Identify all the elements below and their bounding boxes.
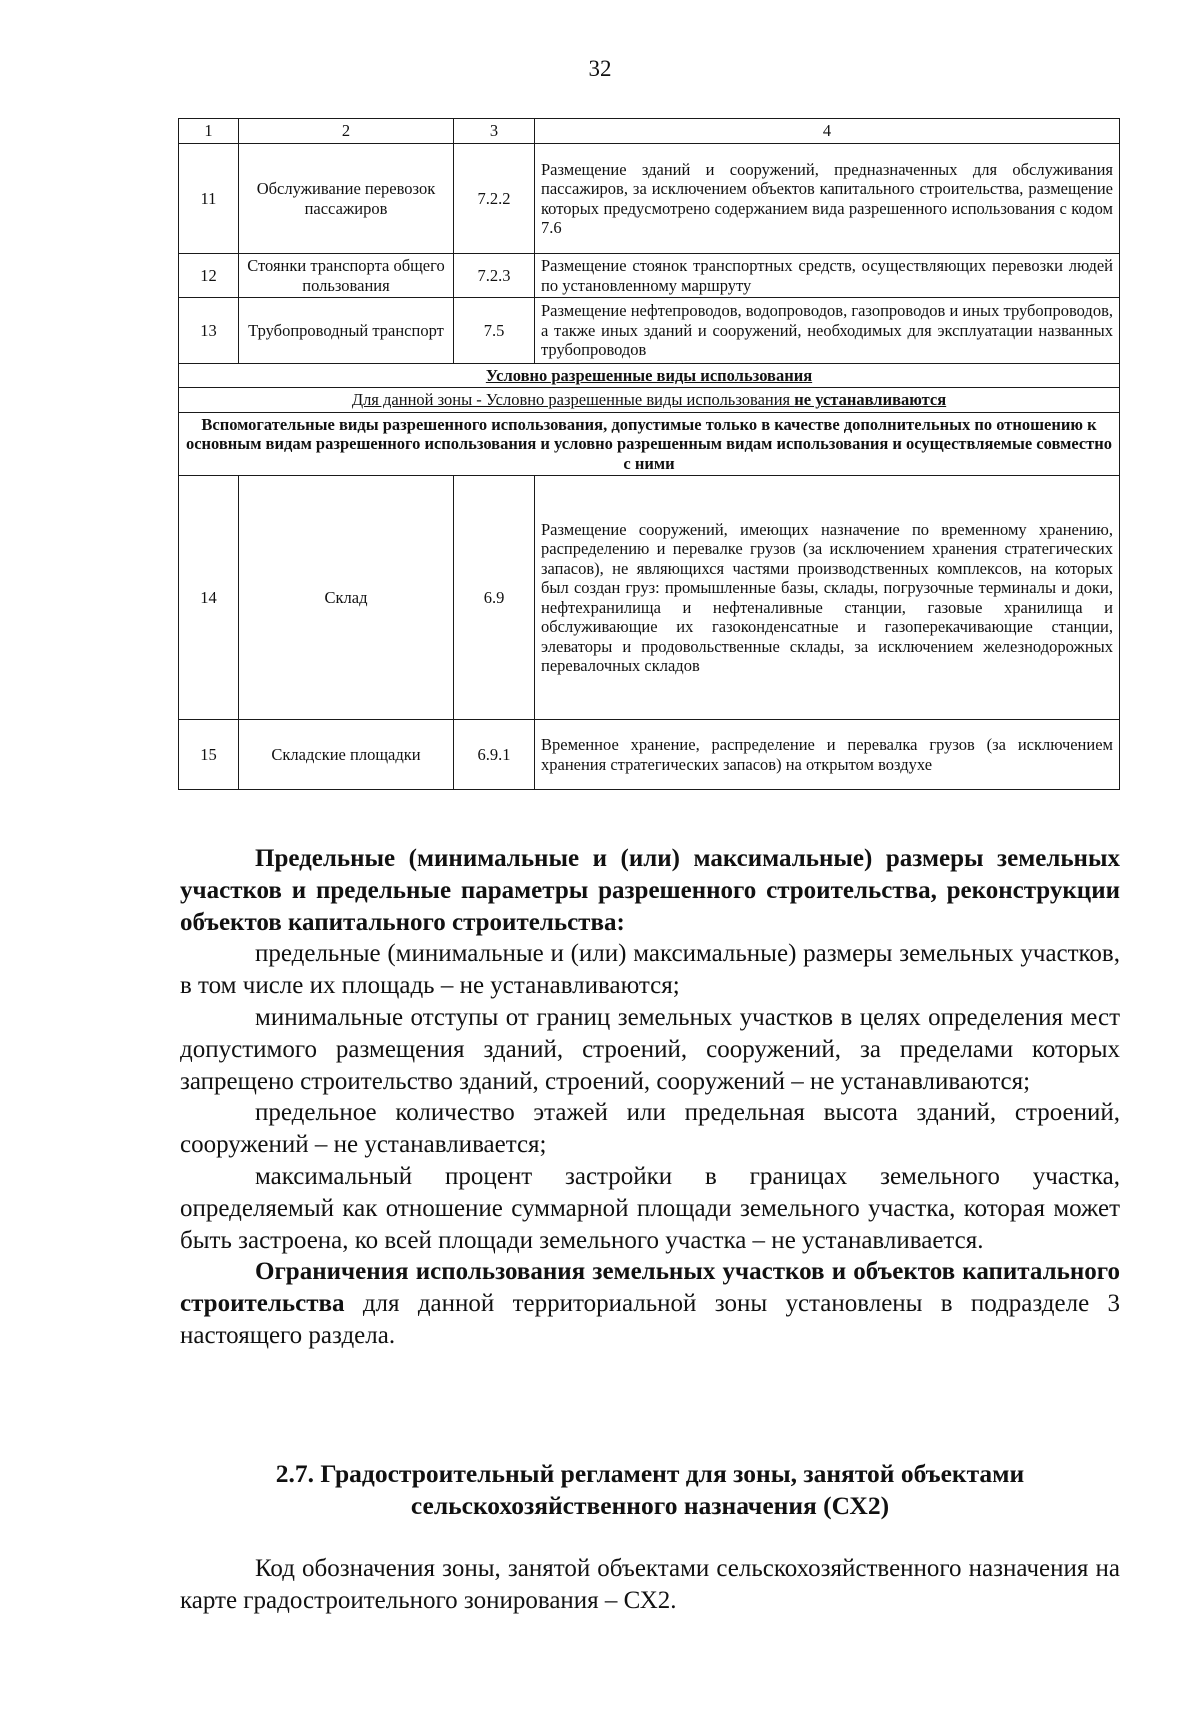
regulation-table — [178, 118, 1120, 790]
limits-paragraph: минимальные отступы от границ земельных участков в целях определения мест допустимого размещения зданий, строений, сооружений, за пределами которых запрещено строительство зданий, строений, сооружений – не устанавливаются; — [180, 1003, 1120, 1095]
use-description: Размещение нефтепроводов, водопроводов, газопроводов и иных трубопроводов, а также иных зданий и сооружений, необходимых для эксплуатации названных трубопроводов — [535, 298, 1120, 364]
use-code: 7.5 — [454, 298, 535, 364]
row-number: 12 — [179, 254, 239, 298]
zone-code-paragraph: Код обозначения зоны, занятой объектами сельскохозяйственного назначения на карте градостроительного зонирования – СХ2. — [180, 1555, 1120, 1614]
row-number: 13 — [179, 298, 239, 364]
use-code: 6.9 — [454, 476, 535, 720]
conditional-uses-note: Для данной зоны - Условно разрешенные виды использования не устанавливаются — [179, 388, 1120, 412]
table-note-row — [179, 388, 1120, 412]
limits-paragraph: максимальный процент застройки в границах земельного участка, определяемый как отношение суммарной площади земельного участка, которая может быть застроена, ко всей площади земельного участка – не устанавливается. — [180, 1162, 1120, 1254]
use-name: Обслуживание перевозок пассажиров — [239, 144, 454, 254]
use-code: 7.2.2 — [454, 144, 535, 254]
limits-heading: Предельные (минимальные и (или) максимальные) размеры земельных участков и предельные параметры разрешенного строительства, реконструкции объектов капитального строительства: — [180, 845, 1120, 936]
page-number: 32 — [588, 56, 612, 81]
table-row — [179, 720, 1120, 790]
restrictions-paragraph: Ограничения использования земельных участков и объектов капитального строительства для данной территориальной зоны установлены в подразделе 3 настоящего раздела. — [180, 1258, 1120, 1349]
table-header-row — [179, 119, 1120, 144]
limits-section — [180, 843, 1120, 1352]
use-name: Склад — [239, 476, 454, 720]
limits-paragraph: предельное количество этажей или предельная высота зданий, строений, сооружений – не устанавливается; — [180, 1099, 1120, 1159]
use-description: Временное хранение, распределение и перевалка грузов (за исключением хранения стратегических запасов) на открытом воздухе — [535, 720, 1120, 790]
auxiliary-uses-title: Вспомогательные виды разрешенного использования, допустимые только в качестве дополнительных по отношению к основным видам разрешенного использования и условно разрешенным видам использования и осуществляемые совместно с ними — [179, 412, 1120, 475]
section-heading: 2.7. Градостроительный регламент для зоны, занятой объектами сельскохозяйственного назначения (СХ2) — [275, 1459, 1025, 1520]
table-row — [179, 298, 1120, 364]
row-number: 11 — [179, 144, 239, 254]
header-cell: 4 — [535, 119, 1120, 144]
use-code: 7.2.3 — [454, 254, 535, 298]
table-row — [179, 254, 1120, 298]
use-description: Размещение стоянок транспортных средств, осуществляющих перевозки людей по установленному маршруту — [535, 254, 1120, 298]
use-description: Размещение зданий и сооружений, предназначенных для обслуживания пассажиров, за исключением объектов капитального строительства, размещение которых предусмотрено содержанием вида разрешенного использования с кодом 7.6 — [535, 144, 1120, 254]
table-section-title — [179, 364, 1120, 388]
table-section-title — [179, 412, 1120, 475]
header-cell: 1 — [179, 119, 239, 144]
use-name: Стоянки транспорта общего пользования — [239, 254, 454, 298]
use-name: Трубопроводный транспорт — [239, 298, 454, 364]
table-row — [179, 144, 1120, 254]
use-description: Размещение сооружений, имеющих назначение по временному хранению, распределению и перевалке грузов (за исключением хранения стратегических запасов), не являющихся частями производственных комплексов, на которых был создан груз: промышленные базы, склады, погрузочные терминалы и доки, нефтехранилища и нефтеналивные станции, газовые хранилища и обслуживающие их газоконденсатные и газоперекачивающие станции, элеваторы и продовольственные склады, за исключением железнодорожных перевалочных складов — [535, 476, 1120, 720]
conditional-uses-title: Условно разрешенные виды использования — [485, 366, 813, 385]
table-row — [179, 476, 1120, 720]
row-number: 14 — [179, 476, 239, 720]
header-cell: 3 — [454, 119, 535, 144]
use-code: 6.9.1 — [454, 720, 535, 790]
limits-paragraph: предельные (минимальные и (или) максимальные) размеры земельных участков, в том числе их площадь – не устанавливаются; — [180, 940, 1120, 1000]
row-number: 15 — [179, 720, 239, 790]
header-cell: 2 — [239, 119, 454, 144]
use-name: Складские площадки — [239, 720, 454, 790]
